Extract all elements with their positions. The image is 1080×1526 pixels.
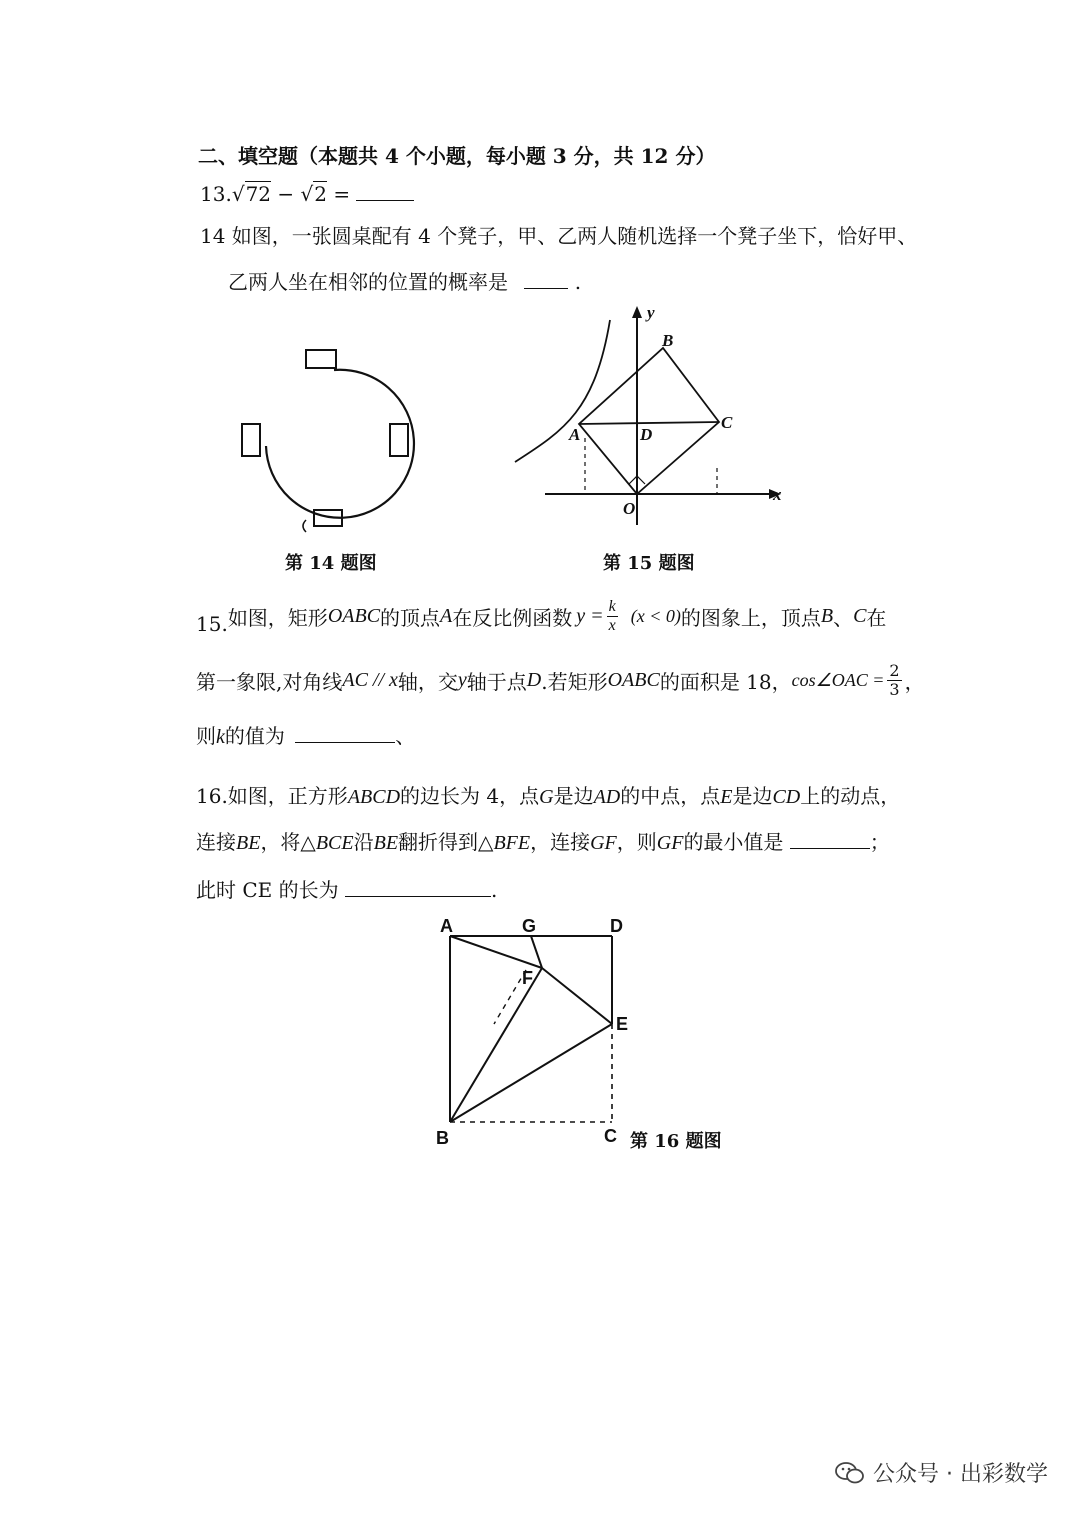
q14-answer-blank[interactable] [524, 270, 568, 289]
q16-text-2e: ，连接 [530, 830, 591, 854]
diagonal-ac [579, 422, 719, 424]
q15-cos-num: 2 [889, 660, 900, 680]
q16-text-1b: 的边长为 4，点 [400, 784, 540, 808]
q16-g: G [539, 786, 554, 808]
hyperbola-curve [515, 320, 610, 462]
q16-be-2: BE [373, 832, 399, 854]
label-x: x [773, 485, 782, 504]
label-y: y [647, 303, 655, 322]
q15-point-a: A [440, 604, 453, 627]
label-c: C [604, 1126, 617, 1146]
q15-text-1a: 如图，矩形 [227, 605, 328, 630]
q16-text-2d: 翻折得到△ [398, 830, 494, 854]
segment-af [450, 936, 542, 968]
q16-gf: GF [590, 832, 617, 854]
q16-text-2a: 连接 [196, 830, 236, 854]
q14-text: 乙两人坐在相邻的位置的概率是 [228, 270, 508, 294]
label-b: B [436, 1128, 449, 1148]
q16-semicolon: ； [869, 830, 890, 854]
label-d: D [610, 916, 623, 936]
label-c: C [721, 413, 733, 432]
q16-text-3a: 此时 CE 的长为 [196, 878, 339, 902]
q15-text-2c: 轴于点 [466, 669, 527, 694]
q15-fraction-num: k [608, 597, 616, 615]
question-15-line-2 [196, 658, 925, 702]
q15-text-3a: 则 [196, 724, 216, 748]
label-o: O [623, 499, 636, 518]
q16-text-2b: ，将△ [260, 830, 316, 854]
q15-text-2d: .若矩形 [541, 669, 608, 694]
wechat-icon [835, 1460, 865, 1486]
q15-text-1e: 在 [866, 605, 887, 630]
question-14-line-2 [228, 266, 581, 295]
segment-be [450, 1024, 612, 1122]
q16-text-1a: 16.如图，正方形 [196, 784, 348, 808]
q16-text-1d: 的中点，点 [620, 784, 721, 808]
q16-text-1c: 是边 [553, 784, 594, 808]
q15-y-eq: y = [576, 604, 604, 627]
question-16-line-1 [196, 780, 900, 809]
q15-text-1c: 在反比例函数 [452, 605, 573, 630]
q16-be: BE [236, 832, 261, 854]
q15-condition: (x < 0) [630, 605, 681, 626]
question-15-line-1 [196, 596, 886, 636]
q15-cos: cos∠OAC = [791, 669, 885, 690]
q15-point-c: C [853, 604, 867, 627]
section-title: 二、填空题（本题共 4 个小题，每小题 3 分，共 12 分） [198, 144, 716, 168]
q13-answer-blank[interactable] [356, 182, 414, 201]
q14-end: . [574, 270, 582, 294]
q16-text-1f: 上的动点， [800, 784, 901, 808]
y-axis-arrow [632, 306, 642, 318]
figure-16-square [430, 912, 640, 1152]
label-d: D [640, 425, 653, 444]
q13-number: 13. [200, 182, 232, 206]
figure-14-caption: 第 14 题图 [285, 553, 377, 574]
q16-bce: BCE [315, 832, 354, 854]
q15-number: 15. [196, 612, 228, 636]
question-14-line-1: 14 如图，一张圆桌配有 4 个凳子，甲、乙两人随机选择一个凳子坐下，恰好甲、 [200, 224, 918, 248]
q16-abcd: ABCD [347, 786, 401, 808]
label-b: B [662, 331, 674, 350]
question-16-line-2 [196, 826, 890, 855]
figure-14-round-table [230, 338, 420, 548]
q16-text-1e: 是边 [732, 784, 773, 808]
label-f: F [522, 968, 533, 988]
question-13: 13.√72 − √2 = [200, 182, 414, 206]
q15-answer-blank[interactable] [295, 724, 395, 743]
q15-cos-den: 3 [889, 679, 900, 699]
q15-point-d: D [526, 668, 542, 691]
q13-radicand-2: 2 [314, 182, 327, 206]
q15-point-b: B [820, 604, 834, 627]
q15-sep: 、 [833, 605, 854, 630]
q15-text-2b: 轴，交 [397, 669, 458, 694]
q13-radicand-1: 72 [245, 182, 272, 206]
q15-text-3b: 的值为 [224, 724, 285, 748]
q13-minus: − [271, 182, 301, 206]
round-table-arc [266, 370, 414, 518]
stool-bottom-mark [303, 520, 306, 532]
segment-bf [450, 968, 542, 1122]
q13-equals: = [326, 182, 351, 206]
q15-oabc: OABC [327, 604, 381, 627]
q15-ac-parallel-x: AC // x [342, 668, 398, 691]
q15-text-2a: 第一象限,对角线 [196, 669, 343, 694]
footer-text: 公众号 · 出彩数学 [873, 1462, 1048, 1487]
stool-top [306, 350, 336, 368]
q16-gf-2: GF [656, 832, 684, 854]
q15-k: k [216, 726, 225, 748]
q15-oabc-2: OABC [607, 668, 660, 691]
q15-text-1b: 的顶点 [380, 605, 441, 630]
label-a: A [569, 425, 581, 444]
q16-text-2c: 沿 [353, 830, 374, 854]
q15-y: y [457, 668, 467, 691]
q16-text-2f: ，则 [616, 830, 657, 854]
figure-16-caption: 第 16 题图 [630, 1131, 722, 1152]
figure-15-rectangle-hyperbola [505, 300, 805, 530]
rectangle-oabc [579, 348, 719, 494]
segment-gf [531, 936, 542, 968]
q15-fraction-k-x [607, 598, 618, 635]
q16-bfe: BFE [493, 832, 531, 854]
q16-answer-blank-1[interactable] [790, 830, 870, 849]
stool-right [390, 424, 408, 456]
q16-e: E [720, 786, 733, 808]
question-16-line-3 [196, 874, 497, 903]
question-15-line-3 [196, 720, 415, 749]
label-a: A [440, 916, 453, 936]
stool-left [242, 424, 260, 456]
footer-watermark [835, 1457, 1048, 1488]
q15-text-2e: 的面积是 18， [659, 669, 792, 694]
q15-text-1d: 的图象上，顶点 [680, 605, 821, 630]
q15-fraction-den: x [608, 616, 616, 634]
q16-end: . [490, 878, 498, 902]
q15-cos-fraction [887, 662, 901, 699]
label-g: G [522, 916, 537, 936]
q16-answer-blank-2[interactable] [345, 878, 491, 897]
label-e: E [616, 1014, 629, 1034]
q16-text-2g: 的最小值是 [683, 830, 784, 854]
segment-fe [542, 968, 612, 1024]
q15-end: 、 [395, 724, 416, 748]
q15-comma: ， [904, 669, 925, 694]
q16-cd: CD [772, 786, 801, 808]
figure-15-caption: 第 15 题图 [603, 553, 695, 574]
q16-ad: AD [593, 786, 621, 808]
